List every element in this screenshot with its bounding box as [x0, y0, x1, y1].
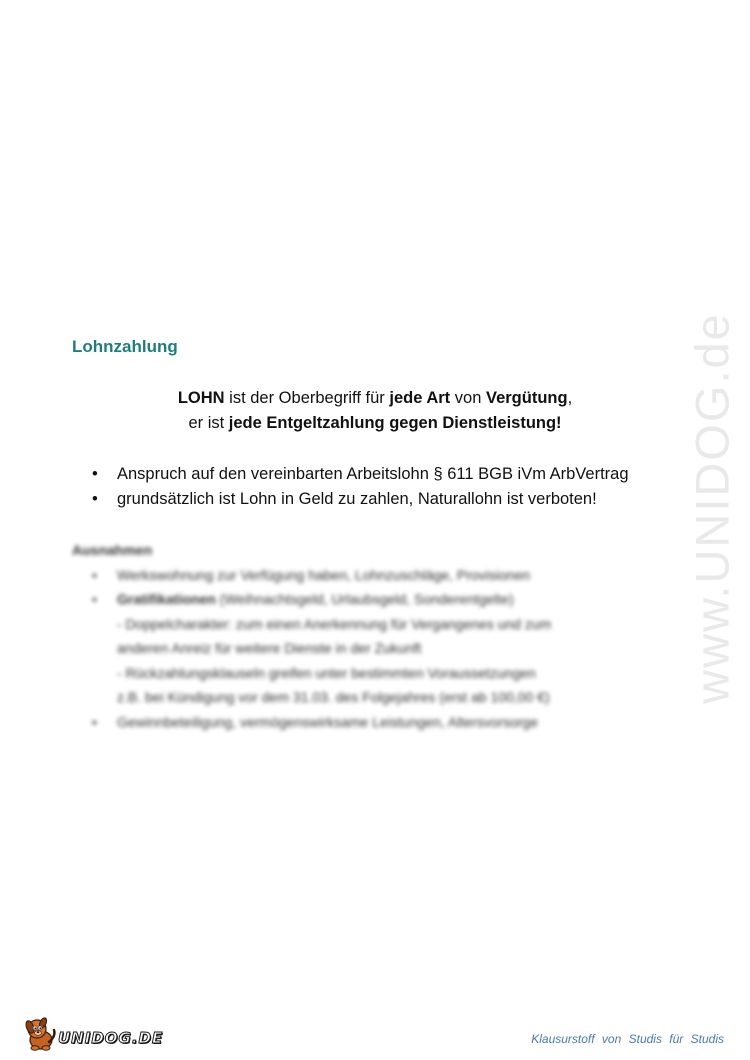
definition-text: er ist	[188, 414, 229, 432]
definition-block	[0, 386, 750, 436]
exception-item: • Werkswohnung zur Verfügung haben, Lohnzuschläge, Provisionen	[92, 563, 672, 588]
definition-term: LOHN	[177, 389, 225, 407]
exception-item	[92, 587, 672, 612]
definition-text: ,	[567, 389, 573, 407]
definition-line-1	[0, 386, 750, 411]
logo-text: UNIDOG.DE	[58, 1029, 164, 1047]
dog-icon	[22, 1016, 60, 1052]
exception-item: • Gewinnbeteiligung, vermögenswirksame Leistungen, Altersvorsorge	[92, 710, 672, 735]
definition-emphasis: Vergütung	[485, 389, 568, 407]
exceptions-heading: Ausnahmen	[72, 542, 153, 558]
exception-continuation: - Rückzahlungsklauseln greifen unter bestimmten Voraussetzungen	[117, 664, 536, 681]
watermark: www.UNIDOG.de	[685, 312, 739, 704]
exception-continuation: anderen Anreiz für weitere Dienste in der Zukunft	[117, 640, 422, 656]
definition-text: ist der Oberbegriff für	[224, 389, 390, 407]
exception-item-text: (Weihnachtsgeld, Urlaubsgeld, Sonderentgelte)	[215, 591, 514, 607]
definition-text: von	[450, 389, 486, 407]
exception-continuation: z.B. bei Kündigung vor dem 31.03. des Folgejahres (erst ab 100,00 €)	[117, 689, 550, 705]
exception-item-bold: Gratifikationen	[117, 591, 216, 607]
exceptions-list-continued	[72, 710, 672, 735]
definition-emphasis: jede Entgeltzahlung gegen Dienstleistung!	[228, 414, 562, 432]
definition-emphasis: jede Art	[389, 389, 451, 407]
blurred-content	[72, 538, 672, 734]
footer-tagline: Klausurstoff von Studis für Studis	[531, 1032, 724, 1046]
exception-continuation: - Doppelcharakter: zum einen Anerkennung für Vergangenes und zum	[117, 615, 552, 632]
exceptions-list	[72, 563, 672, 612]
bullet-item: • Anspruch auf den vereinbarten Arbeitslohn § 611 BGB iVm ArbVertrag	[92, 462, 629, 487]
unidog-logo[interactable]	[22, 1016, 163, 1052]
section-heading: Lohnzahlung	[72, 337, 178, 356]
bullet-list	[92, 462, 629, 512]
definition-line-2	[0, 411, 750, 436]
bullet-item: • grundsätzlich ist Lohn in Geld zu zahlen, Naturallohn ist verboten!	[92, 487, 629, 512]
